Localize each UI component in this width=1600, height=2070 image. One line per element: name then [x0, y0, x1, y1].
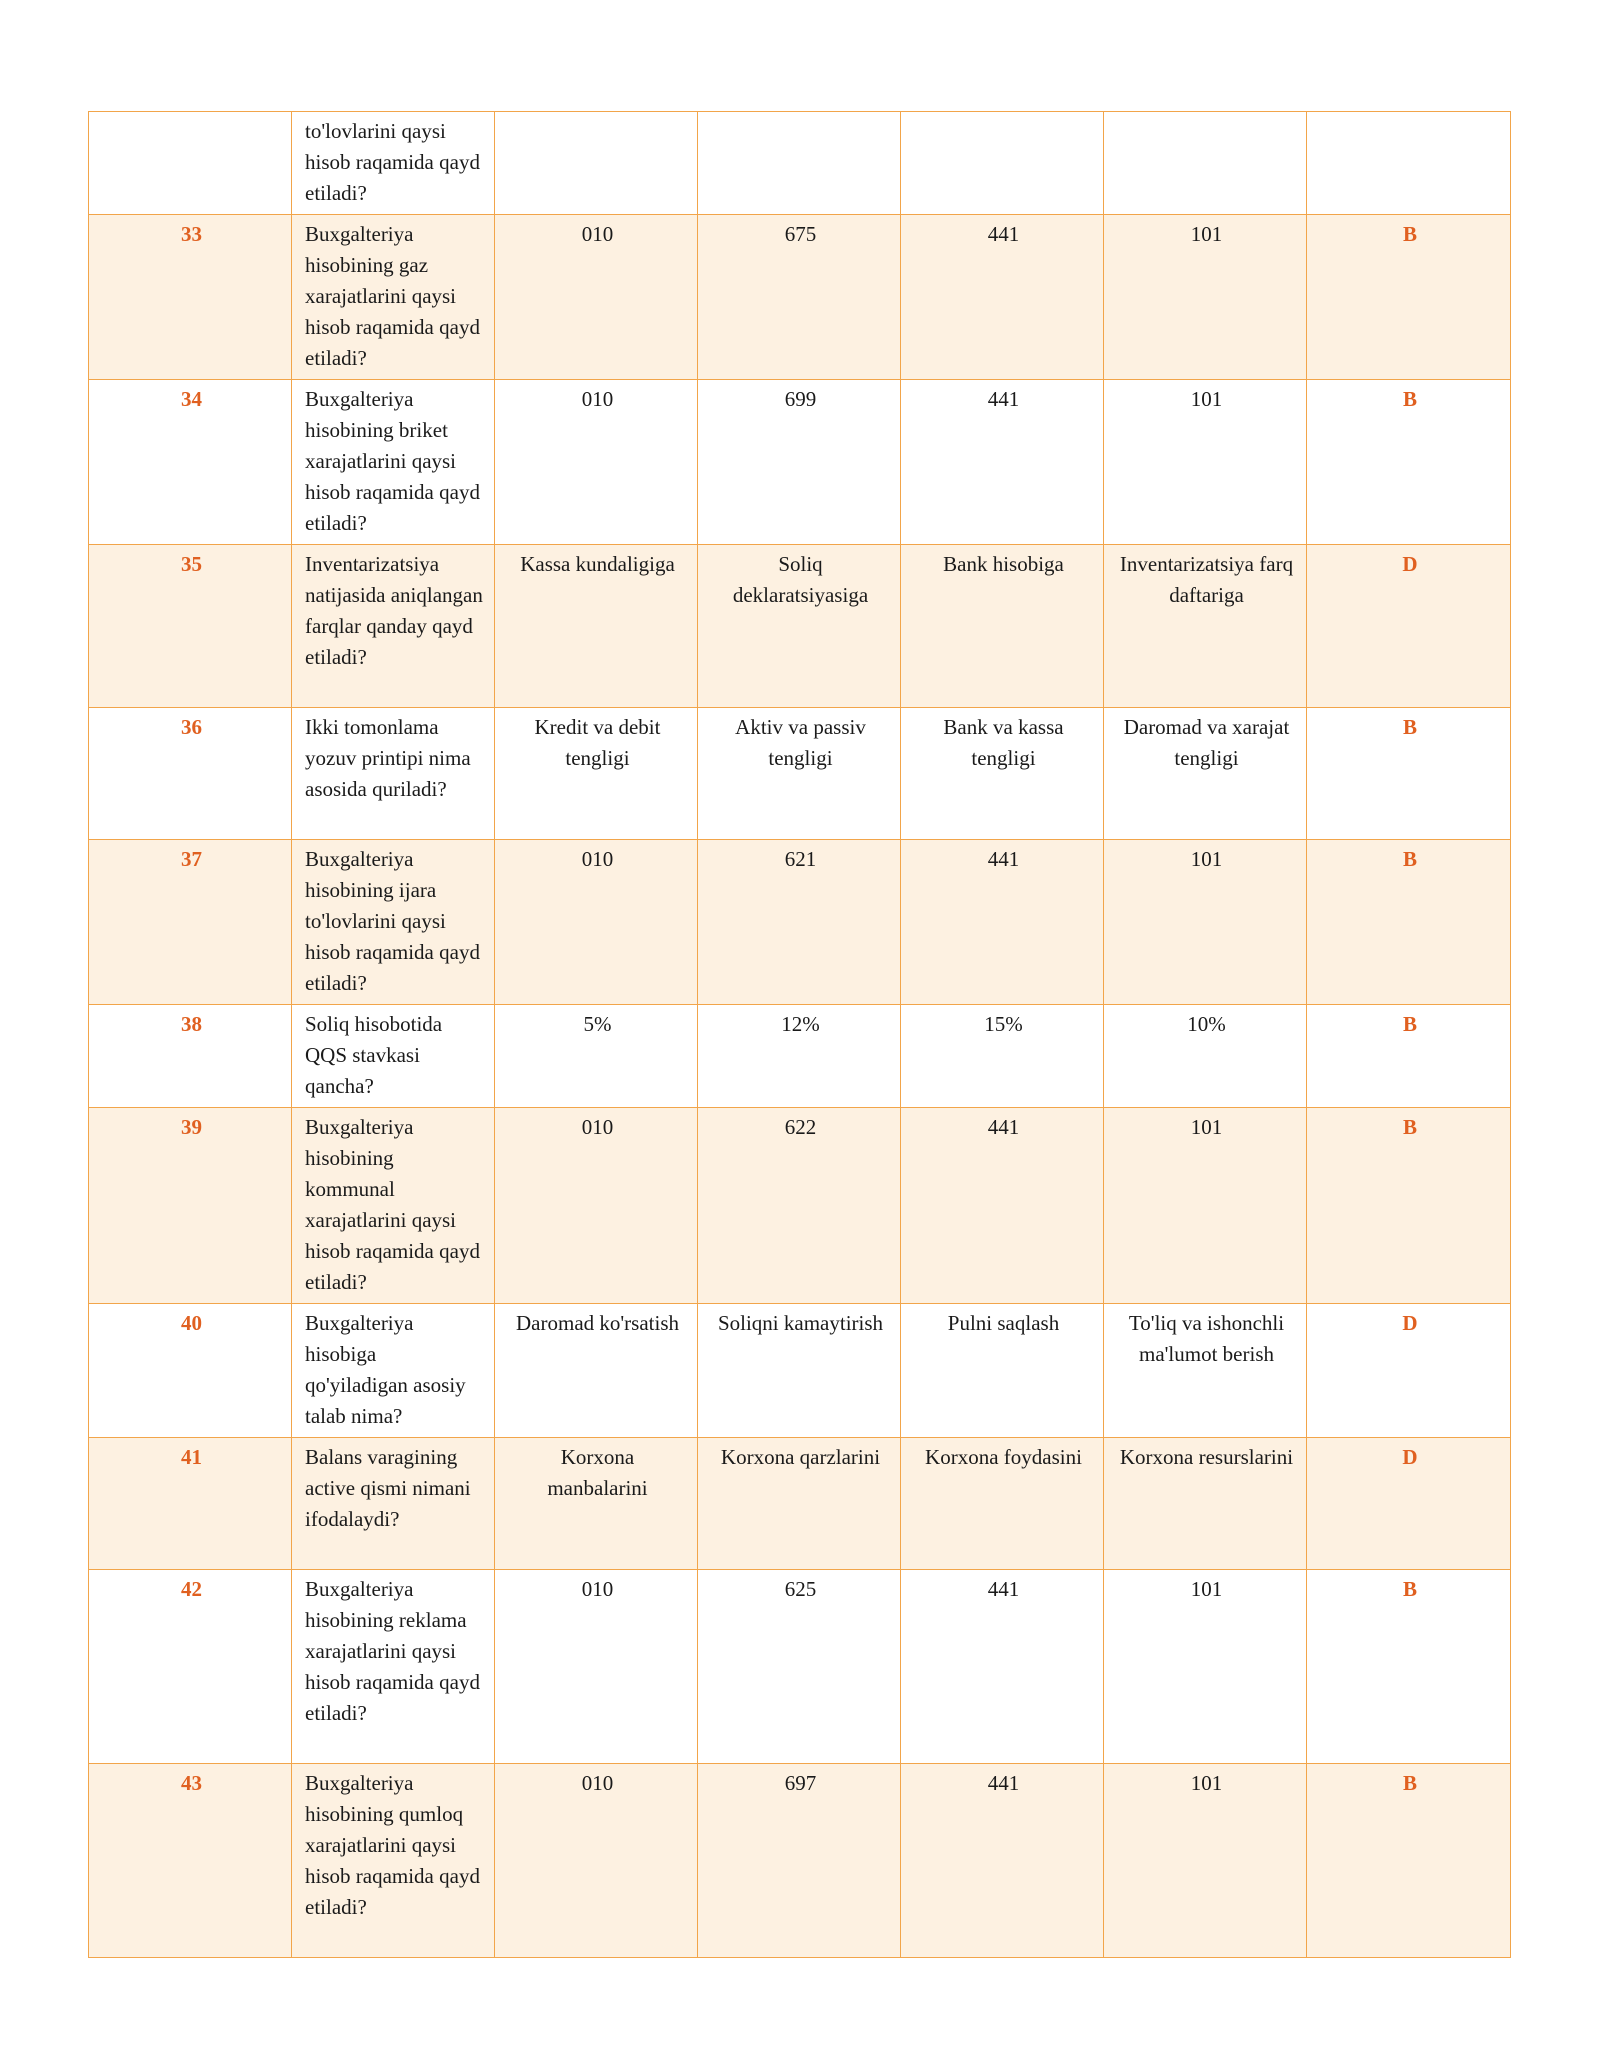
option-d: 101: [1104, 1108, 1307, 1304]
option-b: 621: [698, 840, 901, 1005]
question-text: Balans varagining active qismi nimani ifodalaydi?: [292, 1438, 495, 1570]
table-row: [89, 1304, 1511, 1438]
option-c: 441: [901, 1570, 1104, 1764]
option-d: To'liq va ishonchli ma'lumot berish: [1104, 1304, 1307, 1438]
option-d: 101: [1104, 380, 1307, 545]
option-d: 101: [1104, 1570, 1307, 1764]
option-c: 441: [901, 1108, 1104, 1304]
option-a: Kredit va debit tengligi: [495, 708, 698, 840]
question-number: 38: [89, 1005, 292, 1108]
question-table: [88, 111, 1511, 1958]
question-number: 37: [89, 840, 292, 1005]
option-b: [698, 112, 901, 215]
question-number: 34: [89, 380, 292, 545]
question-text: Buxgalteriya hisobining reklama xarajatlarini qaysi hisob raqamida qayd etiladi?: [292, 1570, 495, 1764]
question-text: Buxgalteriya hisobining gaz xarajatlarini qaysi hisob raqamida qayd etiladi?: [292, 215, 495, 380]
option-d: [1104, 112, 1307, 215]
option-a: 010: [495, 1764, 698, 1958]
question-number: 33: [89, 215, 292, 380]
question-number: 40: [89, 1304, 292, 1438]
table-row: [89, 1005, 1511, 1108]
option-c: 441: [901, 380, 1104, 545]
option-a: 010: [495, 380, 698, 545]
question-text: Buxgalteriya hisobining kommunal xarajatlarini qaysi hisob raqamida qayd etiladi?: [292, 1108, 495, 1304]
question-number: 36: [89, 708, 292, 840]
option-b: Soliq deklaratsiyasiga: [698, 545, 901, 708]
option-a: 010: [495, 840, 698, 1005]
question-number: 43: [89, 1764, 292, 1958]
correct-answer: B: [1307, 1570, 1511, 1764]
option-b: 675: [698, 215, 901, 380]
option-d: Korxona resurslarini: [1104, 1438, 1307, 1570]
correct-answer: B: [1307, 840, 1511, 1005]
option-c: Bank hisobiga: [901, 545, 1104, 708]
option-a: [495, 112, 698, 215]
correct-answer: B: [1307, 1108, 1511, 1304]
option-a: 010: [495, 1108, 698, 1304]
question-number: 41: [89, 1438, 292, 1570]
option-a: Korxona manbalarini: [495, 1438, 698, 1570]
table-row: [89, 1570, 1511, 1764]
correct-answer: B: [1307, 1764, 1511, 1958]
option-c: Pulni saqlash: [901, 1304, 1104, 1438]
question-text: Buxgalteriya hisobining ijara to'lovlarini qaysi hisob raqamida qayd etiladi?: [292, 840, 495, 1005]
correct-answer: D: [1307, 1438, 1511, 1570]
option-b: 699: [698, 380, 901, 545]
question-text: Ikki tomonlama yozuv printipi nima asosida quriladi?: [292, 708, 495, 840]
question-text: Soliq hisobotida QQS stavkasi qancha?: [292, 1005, 495, 1108]
option-b: 622: [698, 1108, 901, 1304]
correct-answer: B: [1307, 708, 1511, 840]
option-c: Korxona foydasini: [901, 1438, 1104, 1570]
option-a: 5%: [495, 1005, 698, 1108]
table-row: [89, 112, 1511, 215]
question-text: to'lovlarini qaysi hisob raqamida qayd etiladi?: [292, 112, 495, 215]
option-c: 441: [901, 215, 1104, 380]
option-b: Soliqni kamaytirish: [698, 1304, 901, 1438]
question-text: Buxgalteriya hisobining briket xarajatlarini qaysi hisob raqamida qayd etiladi?: [292, 380, 495, 545]
question-number: [89, 112, 292, 215]
option-c: 15%: [901, 1005, 1104, 1108]
option-b: 12%: [698, 1005, 901, 1108]
option-c: 441: [901, 840, 1104, 1005]
table-row: [89, 708, 1511, 840]
option-d: 101: [1104, 215, 1307, 380]
question-number: 39: [89, 1108, 292, 1304]
question-text: Inventarizatsiya natijasida aniqlangan farqlar qanday qayd etiladi?: [292, 545, 495, 708]
option-d: 101: [1104, 1764, 1307, 1958]
option-a: 010: [495, 1570, 698, 1764]
table-row: [89, 380, 1511, 545]
option-c: Bank va kassa tengligi: [901, 708, 1104, 840]
correct-answer: D: [1307, 1304, 1511, 1438]
option-c: 441: [901, 1764, 1104, 1958]
question-number: 42: [89, 1570, 292, 1764]
correct-answer: B: [1307, 1005, 1511, 1108]
option-d: Daromad va xarajat tengligi: [1104, 708, 1307, 840]
correct-answer: B: [1307, 380, 1511, 545]
option-d: 101: [1104, 840, 1307, 1005]
option-b: Korxona qarzlarini: [698, 1438, 901, 1570]
question-number: 35: [89, 545, 292, 708]
table-row: [89, 840, 1511, 1005]
option-d: Inventarizatsiya farq daftariga: [1104, 545, 1307, 708]
option-a: Daromad ko'rsatish: [495, 1304, 698, 1438]
option-d: 10%: [1104, 1005, 1307, 1108]
option-c: [901, 112, 1104, 215]
correct-answer: [1307, 112, 1511, 215]
option-a: 010: [495, 215, 698, 380]
table-row: [89, 1764, 1511, 1958]
option-b: 697: [698, 1764, 901, 1958]
table-row: [89, 545, 1511, 708]
option-b: 625: [698, 1570, 901, 1764]
table-row: [89, 215, 1511, 380]
correct-answer: D: [1307, 545, 1511, 708]
question-text: Buxgalteriya hisobining qumloq xarajatlarini qaysi hisob raqamida qayd etiladi?: [292, 1764, 495, 1958]
table-row: [89, 1108, 1511, 1304]
table-row: [89, 1438, 1511, 1570]
option-b: Aktiv va passiv tengligi: [698, 708, 901, 840]
correct-answer: B: [1307, 215, 1511, 380]
question-text: Buxgalteriya hisobiga qo'yiladigan asosiy talab nima?: [292, 1304, 495, 1438]
option-a: Kassa kundaligiga: [495, 545, 698, 708]
